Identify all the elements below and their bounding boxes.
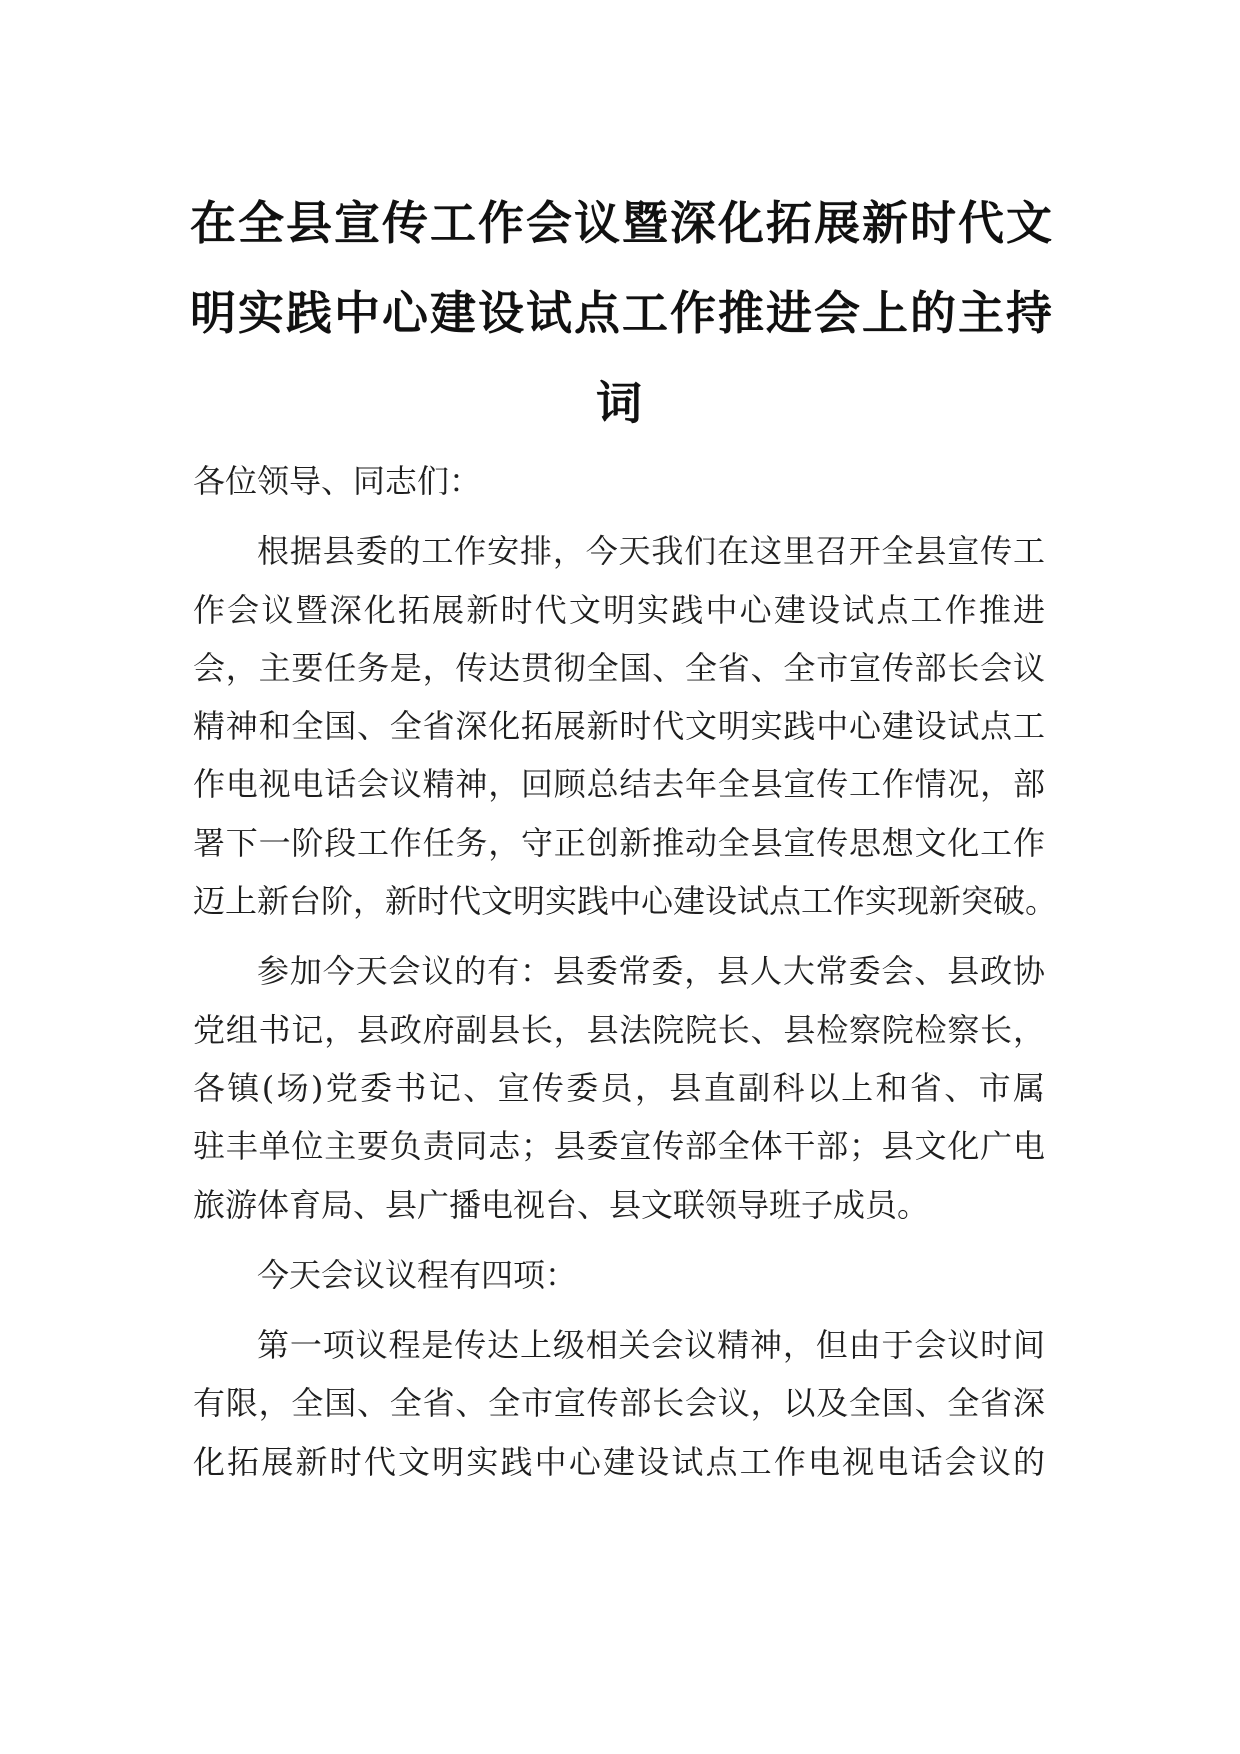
paragraph-line: 化拓展新时代文明实践中心建设试点工作电视电话会议的	[193, 1442, 1045, 1481]
paragraph-line: 精神和全国、全省深化拓展新时代文明实践中心建设试点工	[193, 707, 1045, 746]
document-title	[190, 178, 1054, 448]
title-line-1: 在全县宣传工作会议暨深化拓展新时代文	[190, 196, 1054, 250]
paragraph-line: 会，主要任务是，传达贯彻全国、全省、全市宣传部长会议	[193, 648, 1045, 687]
document-body	[193, 452, 1058, 1503]
salutation: 各位领导、同志们：	[193, 462, 482, 500]
paragraph-line: 旅游体育局、县广播电视台、县文联领导班子成员。	[193, 1185, 930, 1224]
paragraph-line: 党组书记，县政府副县长，县法院院长、县检察院检察长，	[193, 1010, 1045, 1049]
paragraph-attendees	[193, 942, 1045, 1233]
paragraph-line: 各镇(场)党委书记、宣传委员，县直副科以上和省、市属	[193, 1068, 1045, 1107]
paragraph-line: 根据县委的工作安排，今天我们在这里召开全县宣传工	[257, 532, 1045, 571]
paragraph-line: 署下一阶段工作任务，守正创新推动全县宣传思想文化工作	[193, 823, 1045, 862]
paragraph-line: 第一项议程是传达上级相关会议精神，但由于会议时间	[257, 1326, 1045, 1365]
paragraph-line: 参加今天会议的有：县委常委，县人大常委会、县政协	[257, 952, 1045, 991]
paragraph-line: 作电视电话会议精神，回顾总结去年全县宣传工作情况，部	[193, 765, 1045, 804]
paragraph-line: 迈上新台阶，新时代文明实践中心建设试点工作实现新突破。	[193, 882, 1058, 921]
title-line-3: 词	[596, 376, 644, 430]
paragraph-line: 有限，全国、全省、全市宣传部长会议，以及全国、全省深	[193, 1384, 1045, 1423]
paragraph-agenda-intro	[193, 1246, 1045, 1304]
paragraph-line: 今天会议议程有四项：	[257, 1255, 578, 1294]
paragraph-line: 作会议暨深化拓展新时代文明实践中心建设试点工作推进	[193, 590, 1045, 629]
title-line-2: 明实践中心建设试点工作推进会上的主持	[190, 286, 1054, 340]
paragraph-agenda-item-1	[193, 1316, 1045, 1491]
paragraph-intro	[193, 522, 1058, 930]
paragraph-line: 驻丰单位主要负责同志；县委宣传部全体干部；县文化广电	[193, 1127, 1045, 1166]
